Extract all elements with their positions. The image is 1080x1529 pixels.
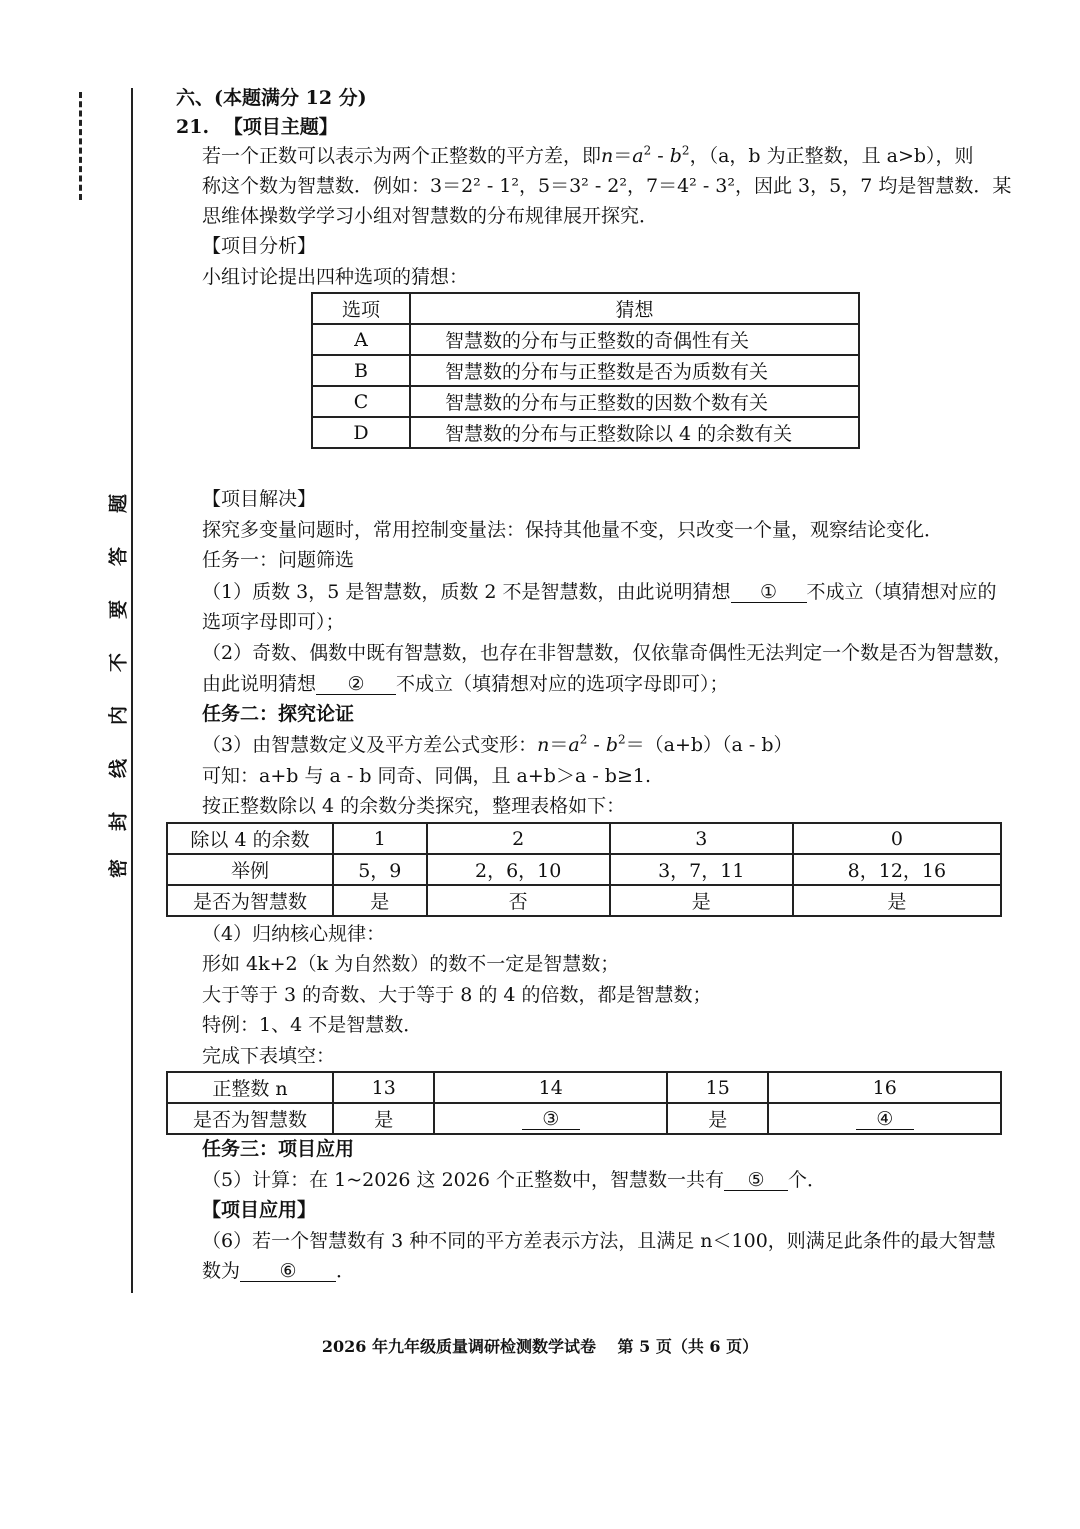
table-cell: 5，9 <box>333 854 427 885</box>
table-row <box>167 823 1001 854</box>
table-cell: 3 <box>610 823 793 854</box>
page-footer: 2026 年九年级质量调研检测数学试卷 第 5 页（共 6 页） <box>321 1337 759 1356</box>
q1-line-1 <box>202 580 997 604</box>
q6-line-1: （6）若一个智慧数有 3 种不同的平方差表示方法，且满足 n＜100，则满足此条件的最大智慧 <box>202 1230 996 1252</box>
table-row <box>167 854 1001 885</box>
answer-blank-2[interactable]: ② <box>316 674 396 695</box>
question-number-line <box>176 115 338 139</box>
margin-char: 要 <box>107 600 130 620</box>
q3-line-2: 可知：a+b 与 a - b 同奇、同偶，且 a+b＞a - b≥1. <box>202 765 652 787</box>
answer-blank-1[interactable]: ① <box>731 582 807 603</box>
q2-line-1: （2）奇数、偶数中既有智慧数，也存在非智慧数，仅依靠奇偶性无法判定一个数是否为智慧数， <box>202 642 1013 664</box>
table-cell: 13 <box>333 1072 434 1103</box>
q1-tail: 不成立（填猜想对应的 <box>806 581 997 603</box>
table-cell: 是 <box>333 1103 434 1134</box>
task3-title: 任务三：项目应用 <box>202 1138 355 1160</box>
option-letter: B <box>312 355 410 386</box>
margin-char: 密 <box>107 859 130 879</box>
solution-title: 【项目解决】 <box>202 488 317 510</box>
q5-tail: 个． <box>787 1169 826 1191</box>
intro-line-1: 若一个正数可以表示为两个正整数的平方差，即$n=a^2 - b^2$，（a，b 为正整数，且 a>b），则 <box>202 143 974 167</box>
option-letter: D <box>312 417 410 448</box>
q4-rule-3: 特例：1、4 不是智慧数． <box>202 1014 423 1036</box>
table-cell: 是 <box>610 885 793 916</box>
q1-lead: （1）质数 3，5 是智慧数，质数 2 不是智慧数，由此说明猜想 <box>202 581 731 603</box>
answer-blank-5[interactable]: ⑤ <box>724 1170 788 1191</box>
table-cell: 8，12，16 <box>793 854 1001 885</box>
q2-lead: 由此说明猜想 <box>202 673 317 695</box>
answer-blank-4[interactable]: ④ <box>856 1109 914 1130</box>
margin-char: 不 <box>107 653 130 673</box>
q1-line-2: 选项字母即可）； <box>202 611 345 633</box>
q4-rule-1: 形如 4k+2（k 为自然数）的数不一定是智慧数； <box>202 953 620 975</box>
q6-lead: 数为 <box>202 1260 241 1282</box>
table-cell: 3，7，11 <box>610 854 793 885</box>
task1-title: 任务一：问题筛选 <box>202 549 355 571</box>
table-cell: 0 <box>793 823 1001 854</box>
margin-char: 题 <box>107 494 130 514</box>
q5-line <box>202 1168 826 1192</box>
table-cell: 是 <box>793 885 1001 916</box>
task2-title: 任务二：探究论证 <box>202 703 355 725</box>
q3-tail: ＝（a+b）（a - b） <box>625 734 793 756</box>
q2-line-2 <box>202 672 729 696</box>
table-row <box>312 355 859 386</box>
table-cell <box>768 1103 1001 1134</box>
table-cell: 除以 4 的余数 <box>167 823 333 854</box>
table-row <box>312 417 859 448</box>
analysis-lead: 小组讨论提出四种选项的猜想： <box>202 266 469 288</box>
margin-char: 线 <box>107 759 130 779</box>
option-letter: A <box>312 324 410 355</box>
table-cell: 2 <box>427 823 610 854</box>
table-cell: 是 <box>667 1103 768 1134</box>
conjecture-table <box>311 292 860 449</box>
table-header-cell: 选项 <box>312 293 410 324</box>
table-cell: 正整数 n <box>167 1072 333 1103</box>
table-cell: 举例 <box>167 854 333 885</box>
conjecture-text: 智慧数的分布与正整数的奇偶性有关 <box>410 324 859 355</box>
fill-table <box>166 1071 1002 1135</box>
table-cell: 1 <box>333 823 427 854</box>
intro-line-3: 思维体操数学学习小组对智慧数的分布规律展开探究． <box>202 205 659 227</box>
intro-lead: 若一个正数可以表示为两个正整数的平方差，即 <box>202 145 602 167</box>
table-header-row <box>312 293 859 324</box>
binding-margin-line <box>131 88 133 1293</box>
conjecture-text: 智慧数的分布与正整数的因数个数有关 <box>410 386 859 417</box>
q3-line-1: （3）由智慧数定义及平方差公式变形：$n=a^2 - b^2=(a+b)(a - b)$ <box>202 732 793 756</box>
q3-lead: （3）由智慧数定义及平方差公式变形： <box>202 734 538 756</box>
margin-char: 答 <box>107 547 130 567</box>
q4-fill-lead: 完成下表填空： <box>202 1045 336 1067</box>
section-heading: 六、(本题满分 12 分) <box>176 87 367 109</box>
table-cell <box>434 1103 667 1134</box>
table-cell: 15 <box>667 1072 768 1103</box>
table-cell: 是 <box>333 885 427 916</box>
table-row <box>312 324 859 355</box>
table-cell: 是否为智慧数 <box>167 1103 333 1134</box>
q4-title: （4）归纳核心规律： <box>202 923 386 945</box>
option-letter: C <box>312 386 410 417</box>
method-text: 探究多变量问题时，常用控制变量法：保持其他量不变，只改变一个量，观察结论变化． <box>202 519 944 541</box>
intro-line-2: 称这个数为智慧数．例如：3＝2² - 1²，5＝3² - 2²，7＝4² - 3²，因此 3，5，7 均是智慧数．某 <box>202 175 1012 197</box>
question-number: 21. <box>176 116 210 138</box>
table-cell: 2，6，10 <box>427 854 610 885</box>
q4-rule-2: 大于等于 3 的奇数、大于等于 8 的 4 的倍数，都是智慧数； <box>202 984 712 1006</box>
q6-tail: ． <box>336 1260 356 1282</box>
analysis-title: 【项目分析】 <box>202 235 317 257</box>
q2-tail: 不成立（填猜想对应的选项字母即可）； <box>396 673 729 695</box>
conjecture-text: 智慧数的分布与正整数是否为质数有关 <box>410 355 859 386</box>
conjecture-text: 智慧数的分布与正整数除以 4 的余数有关 <box>410 417 859 448</box>
table-row <box>167 1103 1001 1134</box>
table-cell: 是否为智慧数 <box>167 885 333 916</box>
theme-title: 【项目主题】 <box>223 116 338 138</box>
table-row <box>167 885 1001 916</box>
table-cell: 14 <box>434 1072 667 1103</box>
q5-lead: （5）计算：在 1~2026 这 2026 个正整数中，智慧数一共有 <box>202 1169 724 1191</box>
binding-dashed-line <box>79 92 82 200</box>
q3-line-3: 按正整数除以 4 的余数分类探究，整理表格如下： <box>202 795 626 817</box>
margin-char: 封 <box>107 812 130 832</box>
table-row <box>167 1072 1001 1103</box>
answer-blank-3[interactable]: ③ <box>522 1109 580 1130</box>
remainder-table <box>166 822 1002 917</box>
application-title: 【项目应用】 <box>202 1199 317 1221</box>
table-row <box>312 386 859 417</box>
intro-tail: ，（a，b 为正整数，且 a>b），则 <box>689 145 974 167</box>
table-cell: 16 <box>768 1072 1001 1103</box>
answer-blank-6[interactable]: ⑥ <box>240 1261 336 1282</box>
margin-char: 内 <box>107 706 130 726</box>
q6-line-2 <box>202 1259 355 1283</box>
table-header-cell: 猜想 <box>410 293 859 324</box>
table-cell: 否 <box>427 885 610 916</box>
